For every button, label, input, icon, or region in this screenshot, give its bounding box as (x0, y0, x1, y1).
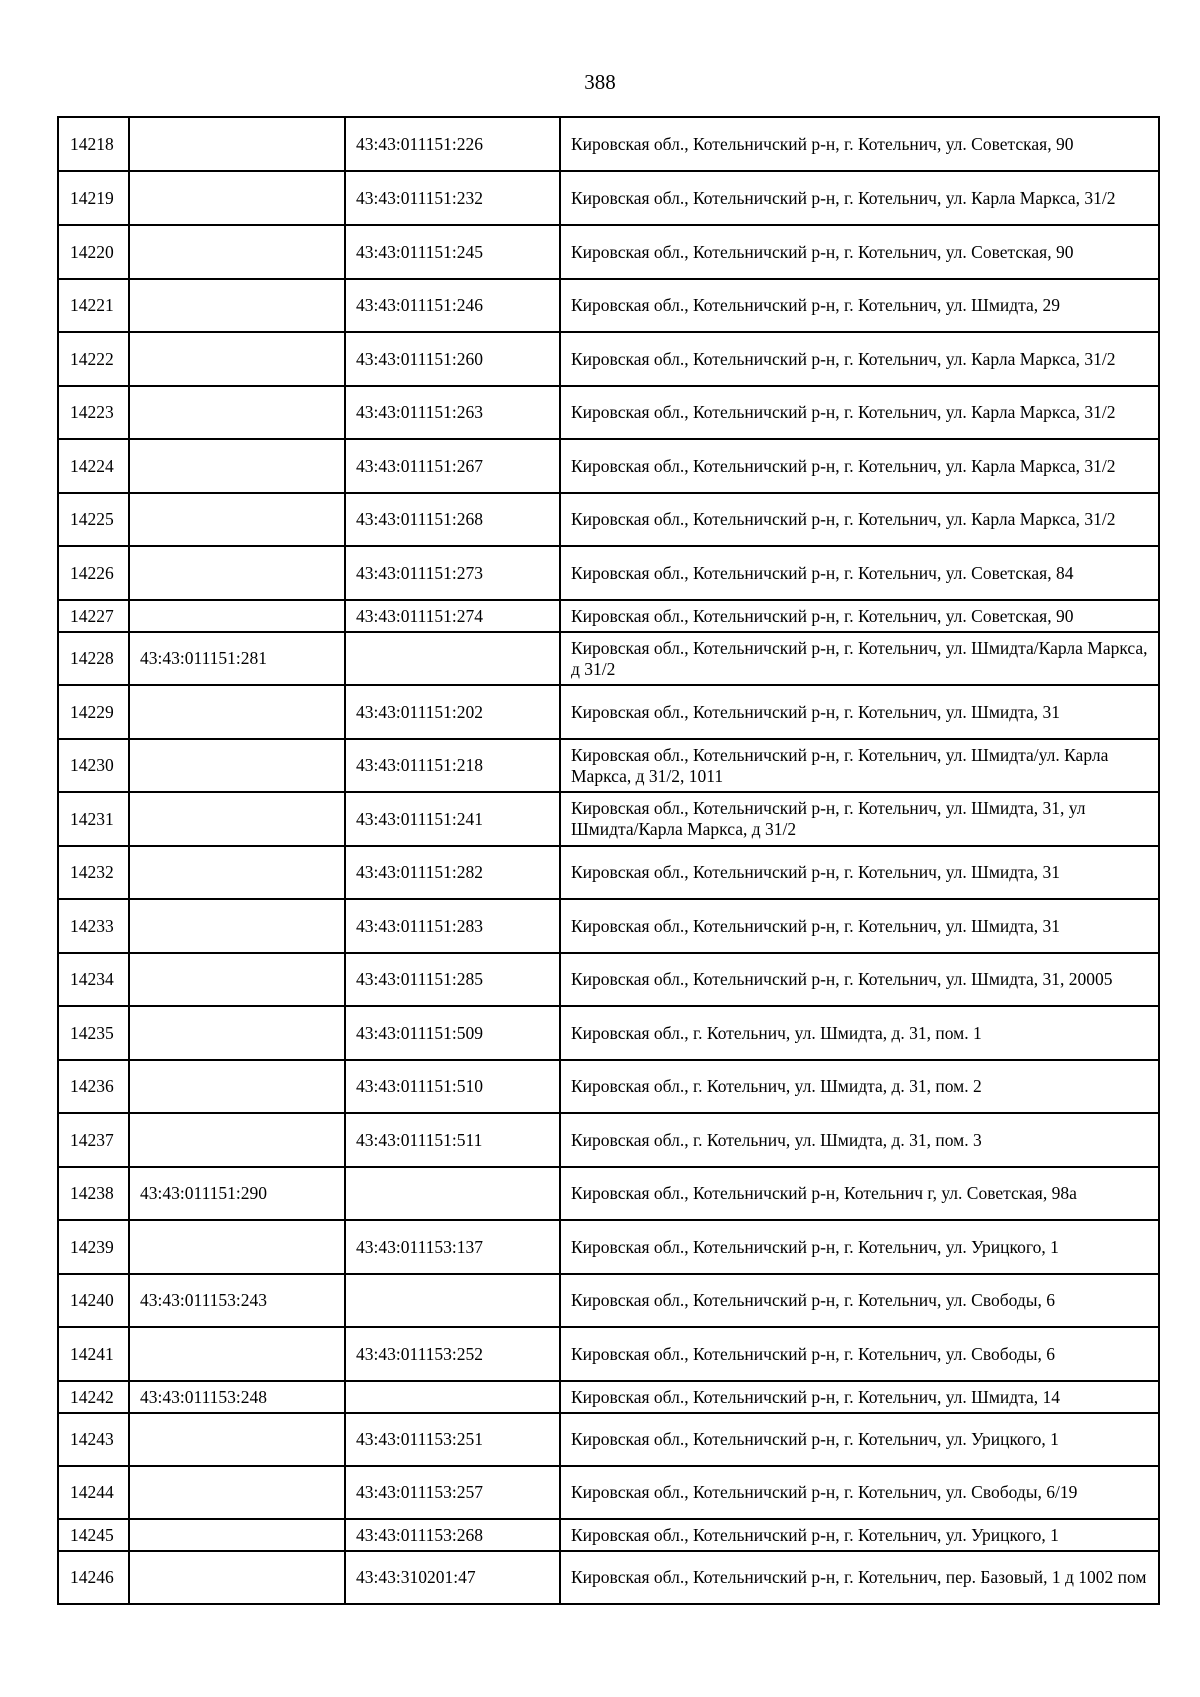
cell-parent-cadastral-number: 43:43:011151:290 (129, 1167, 345, 1220)
cell-parent-cadastral-number (129, 792, 345, 846)
cell-parent-cadastral-number (129, 685, 345, 739)
cell-parent-cadastral-number (129, 739, 345, 792)
cell-address: Кировская обл., Котельничский р-н, г. Котельнич, ул. Карла Маркса, 31/2 (560, 493, 1159, 546)
cell-cadastral-number: 43:43:011151:268 (345, 493, 560, 546)
table-row (58, 1413, 1159, 1466)
cell-number: 14240 (58, 1274, 129, 1327)
page-number: 388 (584, 70, 616, 94)
cell-parent-cadastral-number (129, 386, 345, 439)
cell-parent-cadastral-number (129, 1413, 345, 1466)
cell-address: Кировская обл., Котельничский р-н, г. Котельнич, ул. Свободы, 6/19 (560, 1466, 1159, 1519)
cell-number: 14225 (58, 493, 129, 546)
cell-address: Кировская обл., Котельничский р-н, г. Котельнич, ул. Советская, 90 (560, 600, 1159, 632)
cell-parent-cadastral-number (129, 899, 345, 953)
cell-number: 14236 (58, 1060, 129, 1113)
cell-address: Кировская обл., Котельничский р-н, г. Котельнич, ул. Свободы, 6 (560, 1274, 1159, 1327)
table-row (58, 493, 1159, 546)
cell-cadastral-number (345, 1274, 560, 1327)
cell-parent-cadastral-number (129, 1466, 345, 1519)
cell-address: Кировская обл., Котельничский р-н, г. Котельнич, ул. Карла Маркса, 31/2 (560, 439, 1159, 493)
cell-number: 14242 (58, 1381, 129, 1413)
table-row (58, 899, 1159, 953)
cell-parent-cadastral-number (129, 846, 345, 899)
cell-address: Кировская обл., Котельничский р-н, г. Котельнич, ул. Карла Маркса, 31/2 (560, 332, 1159, 386)
cadastral-table (57, 116, 1160, 1605)
cell-cadastral-number: 43:43:011153:257 (345, 1466, 560, 1519)
cell-cadastral-number: 43:43:011151:510 (345, 1060, 560, 1113)
table-row (58, 600, 1159, 632)
table-row (58, 1274, 1159, 1327)
cell-address: Кировская обл., Котельничский р-н, г. Котельнич, ул. Урицкого, 1 (560, 1220, 1159, 1274)
cell-cadastral-number: 43:43:011151:267 (345, 439, 560, 493)
cell-address: Кировская обл., Котельничский р-н, г. Котельнич, ул. Карла Маркса, 31/2 (560, 171, 1159, 225)
cell-address: Кировская обл., Котельничский р-н, г. Котельнич, ул. Урицкого, 1 (560, 1413, 1159, 1466)
cell-address: Кировская обл., Котельничский р-н, г. Котельнич, ул. Советская, 90 (560, 117, 1159, 171)
table-row (58, 1327, 1159, 1381)
cell-number: 14241 (58, 1327, 129, 1381)
cell-parent-cadastral-number (129, 1220, 345, 1274)
cell-cadastral-number: 43:43:011151:273 (345, 546, 560, 600)
cell-cadastral-number: 43:43:011153:268 (345, 1519, 560, 1551)
table-row (58, 1519, 1159, 1551)
cell-parent-cadastral-number: 43:43:011151:281 (129, 632, 345, 685)
cell-parent-cadastral-number (129, 1551, 345, 1604)
cell-number: 14237 (58, 1113, 129, 1167)
cell-parent-cadastral-number (129, 600, 345, 632)
cell-address: Кировская обл., г. Котельнич, ул. Шмидта, д. 31, пом. 3 (560, 1113, 1159, 1167)
cell-cadastral-number: 43:43:011151:202 (345, 685, 560, 739)
cell-number: 14244 (58, 1466, 129, 1519)
cell-parent-cadastral-number (129, 1327, 345, 1381)
cell-address: Кировская обл., Котельничский р-н, Котельнич г, ул. Советская, 98а (560, 1167, 1159, 1220)
cell-number: 14239 (58, 1220, 129, 1274)
cell-parent-cadastral-number (129, 493, 345, 546)
cell-number: 14223 (58, 386, 129, 439)
cell-number: 14222 (58, 332, 129, 386)
table-row (58, 632, 1159, 685)
table-row (58, 739, 1159, 792)
table-row (58, 546, 1159, 600)
cell-parent-cadastral-number (129, 546, 345, 600)
cell-number: 14246 (58, 1551, 129, 1604)
table-row (58, 1381, 1159, 1413)
cell-cadastral-number: 43:43:011151:218 (345, 739, 560, 792)
cell-parent-cadastral-number: 43:43:011153:243 (129, 1274, 345, 1327)
cell-cadastral-number (345, 1167, 560, 1220)
cell-address: Кировская обл., Котельничский р-н, г. Котельнич, ул. Шмидта, 31 (560, 846, 1159, 899)
cell-cadastral-number: 43:43:011151:263 (345, 386, 560, 439)
table-row (58, 1466, 1159, 1519)
cell-parent-cadastral-number (129, 1113, 345, 1167)
cell-cadastral-number: 43:43:310201:47 (345, 1551, 560, 1604)
cell-number: 14234 (58, 953, 129, 1006)
cell-cadastral-number: 43:43:011151:260 (345, 332, 560, 386)
cell-number: 14243 (58, 1413, 129, 1466)
cell-cadastral-number: 43:43:011151:246 (345, 279, 560, 332)
cell-cadastral-number: 43:43:011151:241 (345, 792, 560, 846)
table-row (58, 279, 1159, 332)
cell-cadastral-number: 43:43:011151:283 (345, 899, 560, 953)
cell-number: 14221 (58, 279, 129, 332)
cell-cadastral-number (345, 1381, 560, 1413)
table-row (58, 386, 1159, 439)
cell-cadastral-number: 43:43:011151:509 (345, 1006, 560, 1060)
table-row (58, 953, 1159, 1006)
table-body (58, 117, 1159, 1604)
table-row (58, 792, 1159, 846)
cell-cadastral-number: 43:43:011153:137 (345, 1220, 560, 1274)
cell-cadastral-number: 43:43:011151:245 (345, 225, 560, 279)
table-row (58, 225, 1159, 279)
cell-address: Кировская обл., Котельничский р-н, г. Котельнич, ул. Шмидта, 31 (560, 685, 1159, 739)
cell-address: Кировская обл., Котельничский р-н, г. Котельнич, ул. Шмидта/ул. Карла Маркса, д 31/2, 1011 (560, 739, 1159, 792)
table-row (58, 171, 1159, 225)
table-row (58, 1006, 1159, 1060)
cell-cadastral-number: 43:43:011153:252 (345, 1327, 560, 1381)
cell-parent-cadastral-number (129, 225, 345, 279)
cell-address: Кировская обл., Котельничский р-н, г. Котельнич, ул. Шмидта, 14 (560, 1381, 1159, 1413)
cell-cadastral-number: 43:43:011151:274 (345, 600, 560, 632)
cell-number: 14232 (58, 846, 129, 899)
cell-parent-cadastral-number (129, 1006, 345, 1060)
cell-address: Кировская обл., Котельничский р-н, г. Котельнич, ул. Шмидта/Карла Маркса, д 31/2 (560, 632, 1159, 685)
cell-number: 14230 (58, 739, 129, 792)
cell-address: Кировская обл., Котельничский р-н, г. Котельнич, ул. Свободы, 6 (560, 1327, 1159, 1381)
cell-number: 14231 (58, 792, 129, 846)
table-row (58, 1167, 1159, 1220)
cell-number: 14235 (58, 1006, 129, 1060)
cell-parent-cadastral-number: 43:43:011153:248 (129, 1381, 345, 1413)
cell-address: Кировская обл., Котельничский р-н, г. Котельнич, ул. Шмидта, 31 (560, 899, 1159, 953)
table-row (58, 685, 1159, 739)
cell-address: Кировская обл., Котельничский р-н, г. Котельнич, ул. Советская, 84 (560, 546, 1159, 600)
cell-address: Кировская обл., г. Котельнич, ул. Шмидта, д. 31, пом. 1 (560, 1006, 1159, 1060)
cell-parent-cadastral-number (129, 117, 345, 171)
cell-number: 14228 (58, 632, 129, 685)
cell-parent-cadastral-number (129, 439, 345, 493)
cell-parent-cadastral-number (129, 279, 345, 332)
cell-number: 14227 (58, 600, 129, 632)
cell-number: 14229 (58, 685, 129, 739)
cell-address: Кировская обл., г. Котельнич, ул. Шмидта, д. 31, пом. 2 (560, 1060, 1159, 1113)
table-row (58, 846, 1159, 899)
cell-address: Кировская обл., Котельничский р-н, г. Котельнич, ул. Советская, 90 (560, 225, 1159, 279)
cell-address: Кировская обл., Котельничский р-н, г. Котельнич, ул. Шмидта, 31, 20005 (560, 953, 1159, 1006)
cell-parent-cadastral-number (129, 1060, 345, 1113)
cell-address: Кировская обл., Котельничский р-н, г. Котельнич, ул. Шмидта, 31, ул Шмидта/Карла Маркса, д 31/2 (560, 792, 1159, 846)
table-row (58, 1220, 1159, 1274)
cell-parent-cadastral-number (129, 1519, 345, 1551)
cell-parent-cadastral-number (129, 953, 345, 1006)
cell-parent-cadastral-number (129, 332, 345, 386)
cell-cadastral-number: 43:43:011151:232 (345, 171, 560, 225)
table-row (58, 117, 1159, 171)
cell-number: 14238 (58, 1167, 129, 1220)
table-row (58, 332, 1159, 386)
cell-number: 14224 (58, 439, 129, 493)
cell-number: 14218 (58, 117, 129, 171)
cell-number: 14220 (58, 225, 129, 279)
cell-address: Кировская обл., Котельничский р-н, г. Котельнич, пер. Базовый, 1 д 1002 пом (560, 1551, 1159, 1604)
cell-address: Кировская обл., Котельничский р-н, г. Котельнич, ул. Урицкого, 1 (560, 1519, 1159, 1551)
cell-cadastral-number: 43:43:011151:285 (345, 953, 560, 1006)
table-row (58, 439, 1159, 493)
cell-number: 14233 (58, 899, 129, 953)
table-row (58, 1551, 1159, 1604)
table-row (58, 1113, 1159, 1167)
table-row (58, 1060, 1159, 1113)
cell-address: Кировская обл., Котельничский р-н, г. Котельнич, ул. Шмидта, 29 (560, 279, 1159, 332)
cell-number: 14226 (58, 546, 129, 600)
cell-cadastral-number: 43:43:011151:511 (345, 1113, 560, 1167)
cell-cadastral-number: 43:43:011151:226 (345, 117, 560, 171)
cell-number: 14245 (58, 1519, 129, 1551)
cell-number: 14219 (58, 171, 129, 225)
cell-address: Кировская обл., Котельничский р-н, г. Котельнич, ул. Карла Маркса, 31/2 (560, 386, 1159, 439)
cell-cadastral-number: 43:43:011151:282 (345, 846, 560, 899)
cell-cadastral-number: 43:43:011153:251 (345, 1413, 560, 1466)
cell-cadastral-number (345, 632, 560, 685)
cell-parent-cadastral-number (129, 171, 345, 225)
